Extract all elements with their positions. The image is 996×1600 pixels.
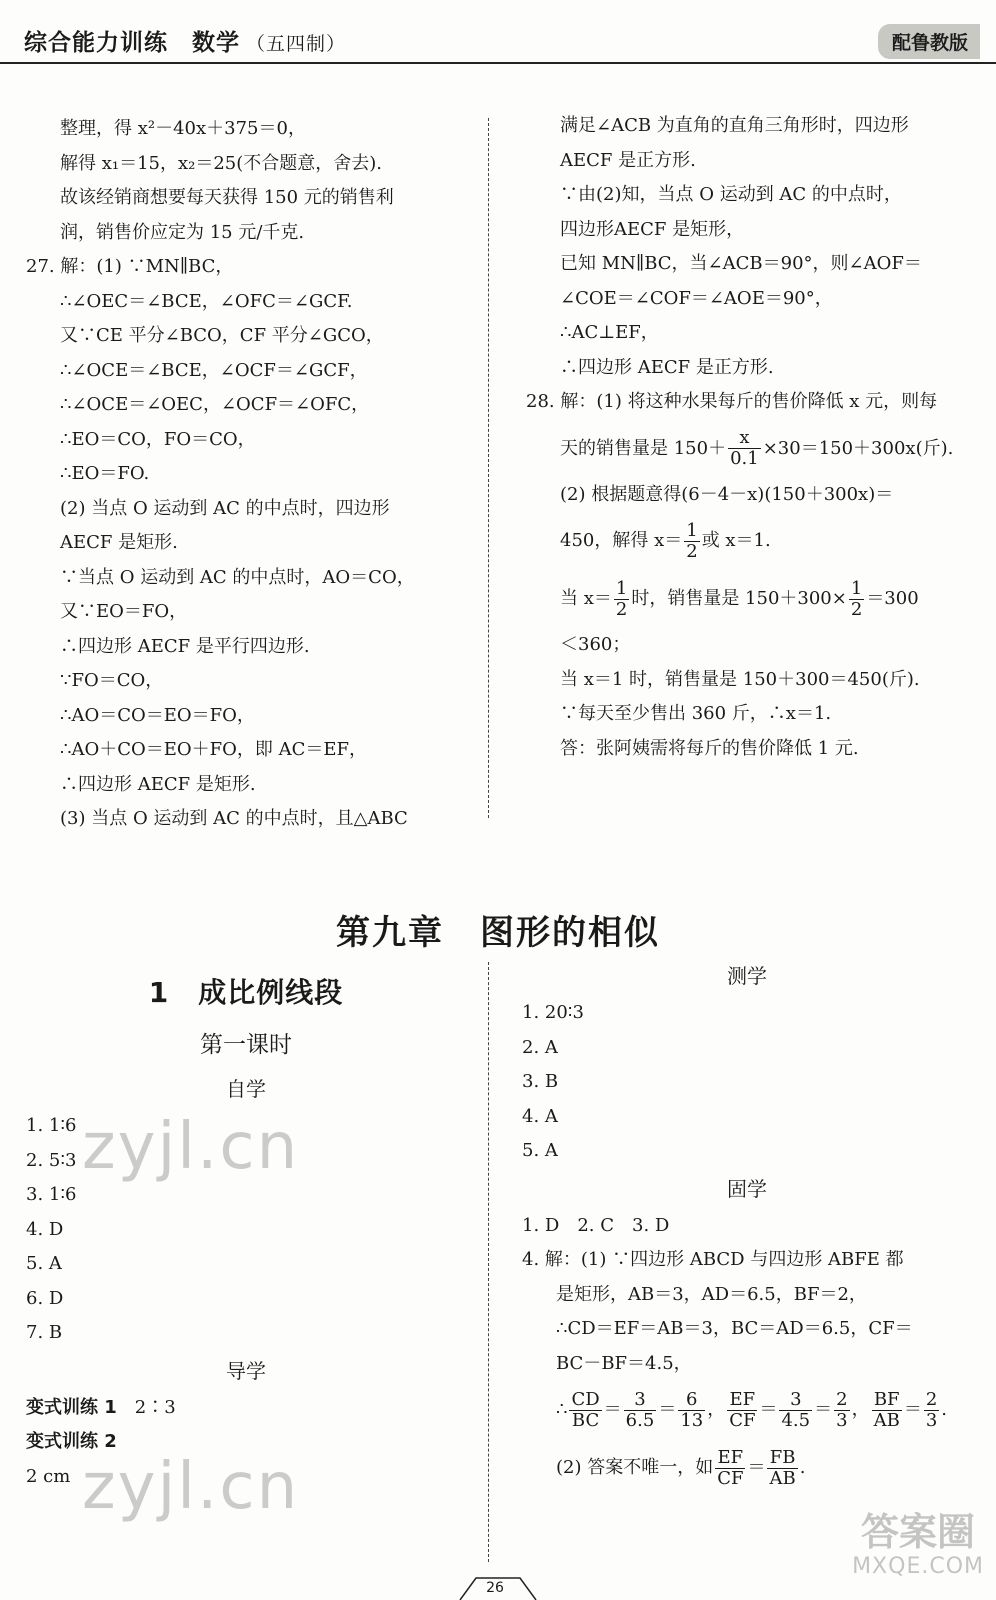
numerator: BF — [872, 1390, 902, 1411]
denominator: 0.1 — [730, 448, 759, 469]
book-title — [24, 24, 346, 57]
numerator: 2 — [836, 1388, 848, 1410]
page-number: 26 — [486, 1580, 504, 1596]
text-run: 当 x＝ — [560, 588, 612, 609]
text-run: ×30＝150＋300x(斤). — [762, 437, 954, 459]
column-divider-bottom — [488, 962, 489, 1562]
text-line: ∴CD＝EF＝AB＝3，BC＝AD＝6.5，CF＝ — [556, 1318, 913, 1339]
variant-training-2-label: 变式训练 2 — [26, 1431, 117, 1452]
variant-training-1 — [26, 1391, 466, 1426]
text-line: ∴AO＝CO＝EO＝FO， — [60, 704, 255, 726]
denominator: 2 — [615, 598, 628, 620]
part-heading-cexue: 测学 — [727, 964, 767, 988]
fraction — [924, 1390, 939, 1431]
text-line: BC－BF＝4.5， — [556, 1352, 692, 1374]
numerator: CD — [571, 1388, 600, 1410]
book-edition: （五四制） — [246, 33, 347, 55]
text-line: 是矩形，AB＝3，AD＝6.5，BF＝2， — [556, 1283, 867, 1305]
fraction — [569, 1390, 601, 1431]
denominator: 3 — [836, 1409, 848, 1431]
answer-item: 5. A — [26, 1253, 62, 1274]
text-run: 天的销售量是 150＋ — [560, 437, 727, 459]
bottom-left-column — [26, 965, 466, 1494]
text-line: ∴∠OCE＝∠BCE，∠OCF＝∠GCF， — [60, 359, 368, 381]
text-line: ∴四边形 AECF 是正方形. — [560, 356, 774, 378]
answer-item: 4. D — [26, 1218, 64, 1240]
numerator: 3 — [779, 1390, 812, 1411]
answer-item: 3. 1∶6 — [26, 1184, 77, 1205]
text-run: (2) 答案不唯一，如 — [556, 1457, 714, 1478]
corner-watermark-domain: MXQE.COM — [852, 1554, 984, 1579]
fraction — [678, 1390, 705, 1431]
variant-answer: 2∶3 — [134, 1396, 176, 1418]
part-heading-guxue: 固学 — [727, 1176, 767, 1201]
numerator: FB — [767, 1448, 797, 1469]
section-title: 1 成比例线段 — [148, 976, 344, 1009]
bottom-right-column — [522, 956, 972, 1497]
site-watermark: zyjl.cn — [82, 1110, 300, 1184]
answer-item: 4. A — [522, 1105, 558, 1127]
answer-item: 5. A — [522, 1140, 558, 1161]
variant-answer: 2 cm — [26, 1465, 71, 1487]
numerator: EF — [727, 1390, 757, 1411]
text-line: ∵当点 O 运动到 AC 的中点时，AO＝CO， — [60, 566, 415, 588]
fraction — [624, 1390, 657, 1431]
when-half-line — [526, 570, 976, 628]
top-right-column — [526, 109, 976, 766]
page-header — [0, 0, 996, 62]
text-run: 450，解得 x＝ — [560, 530, 683, 551]
fraction-one-half — [849, 579, 864, 620]
denominator: CF — [729, 1409, 756, 1431]
question-27-start: 27. 解：(1) ∵MN∥BC， — [26, 256, 234, 277]
variant-label: 变式训练 1 — [26, 1396, 117, 1418]
denominator: 4.5 — [781, 1409, 811, 1431]
text-line: 又∵CE 平分∠BCO，CF 平分∠GCO， — [60, 325, 384, 346]
fraction — [767, 1448, 797, 1489]
text-line: 当 x＝1 时，销售量是 150＋300＝450(斤). — [560, 668, 920, 690]
solve-line — [526, 512, 976, 570]
text-line: 润，销售价应定为 15 元/千克. — [60, 221, 305, 243]
numerator: x — [728, 428, 761, 449]
fraction-one-half — [614, 579, 629, 620]
text-line: ∴四边形 AECF 是矩形. — [60, 773, 256, 795]
text-line: ＜360； — [560, 634, 631, 655]
text-line: 又∵EO＝FO， — [60, 601, 188, 622]
numerator: 2 — [925, 1388, 938, 1410]
text-line: ∴EO＝CO，FO＝CO， — [60, 428, 256, 450]
denominator: CF — [717, 1467, 744, 1489]
answer-item: 2. 5∶3 — [26, 1149, 77, 1171]
fraction-x-over-0-1 — [728, 428, 761, 469]
header-rule — [0, 62, 996, 64]
fraction — [715, 1448, 745, 1489]
numerator: 1 — [686, 519, 698, 541]
denominator: 6.5 — [625, 1409, 655, 1431]
denominator: AB — [873, 1409, 900, 1431]
answer-item: 7. B — [26, 1322, 63, 1343]
text-line: AECF 是正方形. — [560, 149, 696, 171]
numerator: 1 — [850, 577, 863, 599]
question-4-start: 4. 解：(1) ∵四边形 ABCD 与四边形 ABFE 都 — [522, 1249, 904, 1270]
numerator: EF — [715, 1448, 745, 1469]
denominator: 2 — [850, 598, 863, 620]
text-line: 答：张阿姨需将每斤的售价降低 1 元. — [560, 737, 859, 759]
text-line: ∴AO＋CO＝EO＋FO，即 AC＝EF， — [60, 739, 368, 760]
answer-item: 3. B — [522, 1071, 559, 1092]
denominator: BC — [571, 1409, 600, 1431]
text-line: ∠COE＝∠COF＝∠AOE＝90°， — [560, 287, 833, 309]
part-heading-daoxue: 导学 — [226, 1358, 266, 1383]
text-line: (3) 当点 O 运动到 AC 的中点时，且△ABC — [60, 808, 408, 829]
edition-badge: 配鲁教版 — [878, 24, 980, 59]
text-line: 满足∠ACB 为直角的直角三角形时，四边形 — [560, 115, 909, 136]
text-run: 或 x＝1. — [701, 530, 771, 551]
fraction — [872, 1390, 902, 1431]
text-line: ∵每天至少售出 360 斤，∴x＝1. — [560, 703, 832, 724]
numerator: 6 — [678, 1390, 705, 1411]
text-line: AECF 是矩形. — [60, 532, 178, 553]
part-heading-zixue: 自学 — [226, 1077, 266, 1101]
text-line: 已知 MN∥BC，当∠ACB＝90°，则∠AOF＝ — [560, 253, 922, 274]
text-line: ∴EO＝FO. — [60, 463, 150, 484]
top-left-column — [26, 112, 476, 837]
text-line: ∴∠OEC＝∠BCE，∠OFC＝∠GCF. — [60, 290, 353, 312]
answer-item: 2. A — [522, 1036, 558, 1058]
text-line: ∵FO＝CO， — [60, 670, 164, 691]
text-run: ＝300 — [866, 588, 919, 609]
denominator: 3 — [925, 1409, 938, 1431]
text-run: 时，销售量是 150＋300× — [631, 588, 847, 609]
fraction — [834, 1390, 849, 1431]
fraction-one-half — [684, 521, 699, 562]
answer-item: 6. D — [26, 1287, 64, 1309]
text-line: ∴AC⊥EF， — [560, 322, 659, 343]
sales-formula-line — [526, 420, 976, 478]
denominator: 2 — [686, 540, 698, 562]
text-line: ∴∠OCE＝∠OEC，∠OCF＝∠OFC， — [60, 394, 370, 415]
text-line: (2) 根据题意得(6－4－x)(150＋300x)＝ — [560, 483, 894, 505]
text-line: ∵由(2)知，当点 O 运动到 AC 的中点时， — [560, 184, 902, 205]
answer-item: 1. 20∶3 — [522, 1002, 584, 1023]
ratio-line: ∴ $\frac{CD}{BC}$ ＝ $\frac{3}{6.5}$ ＝ $\frac{6}{13}$ ， $\frac{EF}{CF}$ ＝ $\frac{3}{4.5}$ ＝ $\frac{2}{3}$ ， $\frac{BF}{AB}$ ＝ $\frac{2}{3}$ . — [556, 1388, 947, 1431]
text-line: 四边形AECF 是矩形， — [560, 218, 745, 240]
lesson-title: 第一课时 — [200, 1032, 292, 1058]
chapter-title: 第九章 图形的相似 — [336, 913, 660, 953]
corner-watermark — [852, 1510, 984, 1579]
part-2-line: (2) 答案不唯一，如 $\frac{EF}{CF}$ ＝ $\frac{FB}{AB}$ . — [556, 1446, 806, 1489]
text-line: 整理，得 x²－40x＋375＝0， — [60, 118, 306, 139]
fraction — [779, 1390, 812, 1431]
book-title-text: 综合能力训练 数学 — [24, 30, 240, 56]
column-divider-top — [488, 118, 489, 818]
numerator: 3 — [624, 1390, 657, 1411]
text-line: 解得 x₁＝15，x₂＝25(不合题意，舍去). — [60, 152, 383, 174]
text-line: ∴四边形 AECF 是平行四边形. — [60, 635, 310, 657]
site-watermark: zyjl.cn — [82, 1450, 300, 1524]
denominator: AB — [769, 1467, 796, 1489]
numerator: 1 — [615, 577, 628, 599]
question-28-start: 28. 解：(1) 将这种水果每斤的售价降低 x 元，则每 — [526, 391, 938, 412]
text-line: (2) 当点 O 运动到 AC 的中点时，四边形 — [60, 497, 390, 519]
text-line: 故该经销商想要每天获得 150 元的销售利 — [60, 187, 394, 208]
answer-item: 1. 1∶6 — [26, 1115, 77, 1136]
answer-item: 1. D 2. C 3. D — [522, 1214, 670, 1236]
corner-watermark-text: 答案圈 — [861, 1510, 976, 1554]
fraction — [727, 1390, 757, 1431]
denominator: 13 — [680, 1409, 704, 1431]
text-run: ∴ — [556, 1399, 568, 1420]
